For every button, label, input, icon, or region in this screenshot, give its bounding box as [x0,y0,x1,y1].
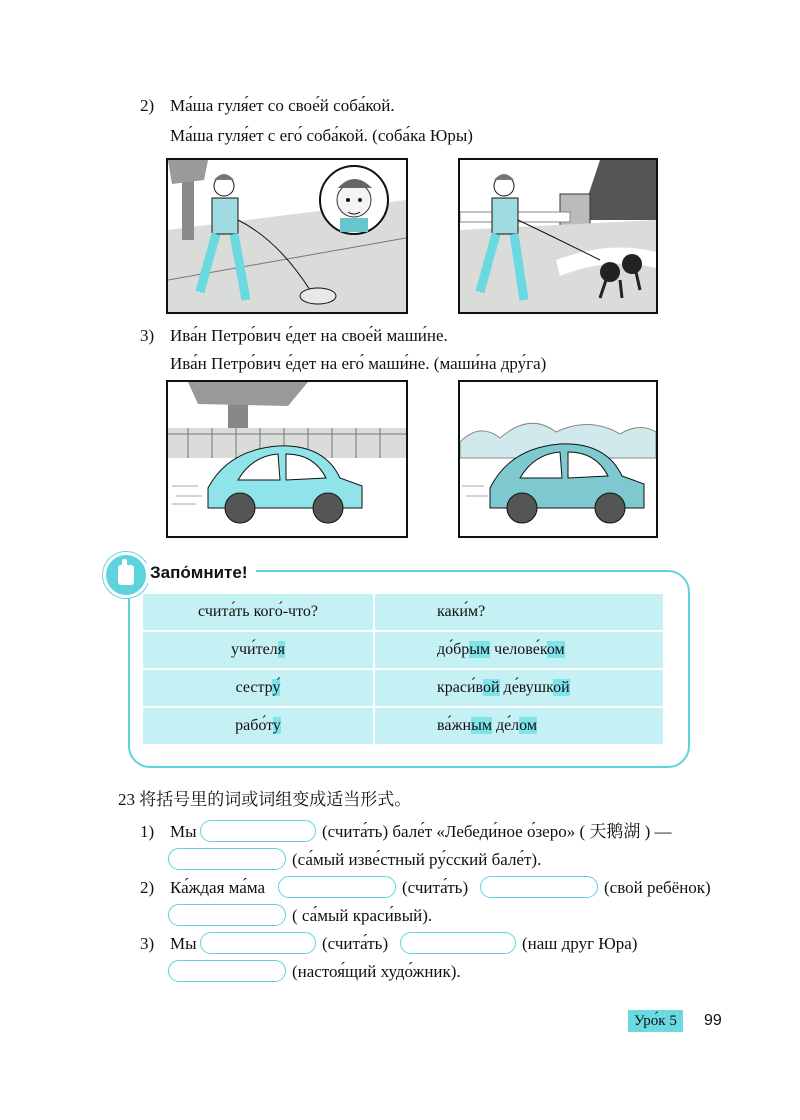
item-3-subject: Мы [170,934,197,953]
item-1-number: 1) [140,822,155,841]
stem: учи́тел [230,641,278,658]
item-3-verb: (счита́ть) [322,934,389,953]
ending-highlight: ом [519,717,537,734]
item-2-hint: (свой ребёнок) [604,878,711,897]
stem: рабо́т [235,717,273,734]
item-1-hint: (са́мый изве́стный ру́сский бале́т). [292,850,542,869]
answer-box[interactable] [200,932,316,954]
item-2-verb: (счита́ть) [402,878,469,897]
answer-box[interactable] [278,876,396,898]
table-row [143,669,663,707]
item-2-number: 2) [140,878,155,897]
stem: де́л [491,717,520,734]
ex3-sentence-2: Ива́н Петро́вич е́дет на его́ маши́не. (маши́на дру́га) [170,354,547,373]
stem: сестр [235,679,273,696]
table-row [143,594,663,631]
item-3-number: 3) [140,934,155,953]
ending-highlight: ым [471,717,492,734]
stem: ва́жн [437,717,472,734]
lesson-tag: Уро́к 5 [628,1010,683,1032]
answer-box[interactable] [400,932,516,954]
stem: челове́к [490,641,547,658]
table-row [143,707,663,745]
answer-box[interactable] [168,904,286,926]
ending-highlight: я [277,641,286,658]
item-1-subject: Мы [170,822,197,841]
item-2-hint-2: ( са́мый краси́вый). [292,906,433,925]
ending-highlight: ой [553,679,570,696]
table-cell [374,669,663,707]
table-cell [143,669,374,707]
table-cell [143,631,374,669]
answer-box[interactable] [168,960,286,982]
ending-highlight: ом [546,641,565,658]
table-cell [143,707,374,745]
answer-box[interactable] [168,848,286,870]
table-cell: счита́ть кого́-что? [143,594,374,631]
table-cell [374,707,663,745]
illustration-friends-car [458,380,658,538]
answer-box[interactable] [200,820,316,842]
stem: де́вушк [499,679,554,696]
ex3-sentence-1: Ива́н Петро́вич е́дет на свое́й маши́не. [170,326,448,345]
ex3-number: 3) [140,326,155,345]
ex2-sentence-2: Ма́ша гуля́ет с его́ соба́кой. (соба́ка Юры) [170,126,473,145]
ex2-number: 2) [140,96,155,115]
remember-title: Запо́мните! [146,563,256,583]
illustration-own-car [166,380,408,538]
table-cell [374,631,663,669]
answer-box[interactable] [480,876,598,898]
table-cell: каки́м? [374,594,663,631]
stem: краси́в [437,679,483,696]
item-3-hint-2: (настоя́щий худо́жник). [292,962,461,981]
ending-highlight: ым [469,641,491,658]
ex2-sentence-1: Ма́ша гуля́ет со свое́й соба́кой. [170,96,395,115]
page-number: 99 [704,1012,722,1029]
item-3-hint: (наш друг Юра) [522,934,638,953]
table-row [143,631,663,669]
task-23-header: 23 将括号里的词或词组变成适当形式。 [118,790,412,809]
ending-highlight: у [272,717,281,734]
remember-table [143,594,663,746]
ending-highlight: у́ [272,679,281,696]
pointing-hand-icon [103,552,149,598]
item-2-subject: Ка́ждая ма́ма [170,878,266,897]
ending-highlight: ой [482,679,500,696]
illustration-walk-friends-dog [458,158,658,314]
illustration-walk-own-dog [166,158,408,314]
item-1-text: (счита́ть) бале́т «Лебеди́ное о́зеро» ( 天鹅湖 ) — [322,822,672,841]
stem: до́бр [437,641,470,658]
